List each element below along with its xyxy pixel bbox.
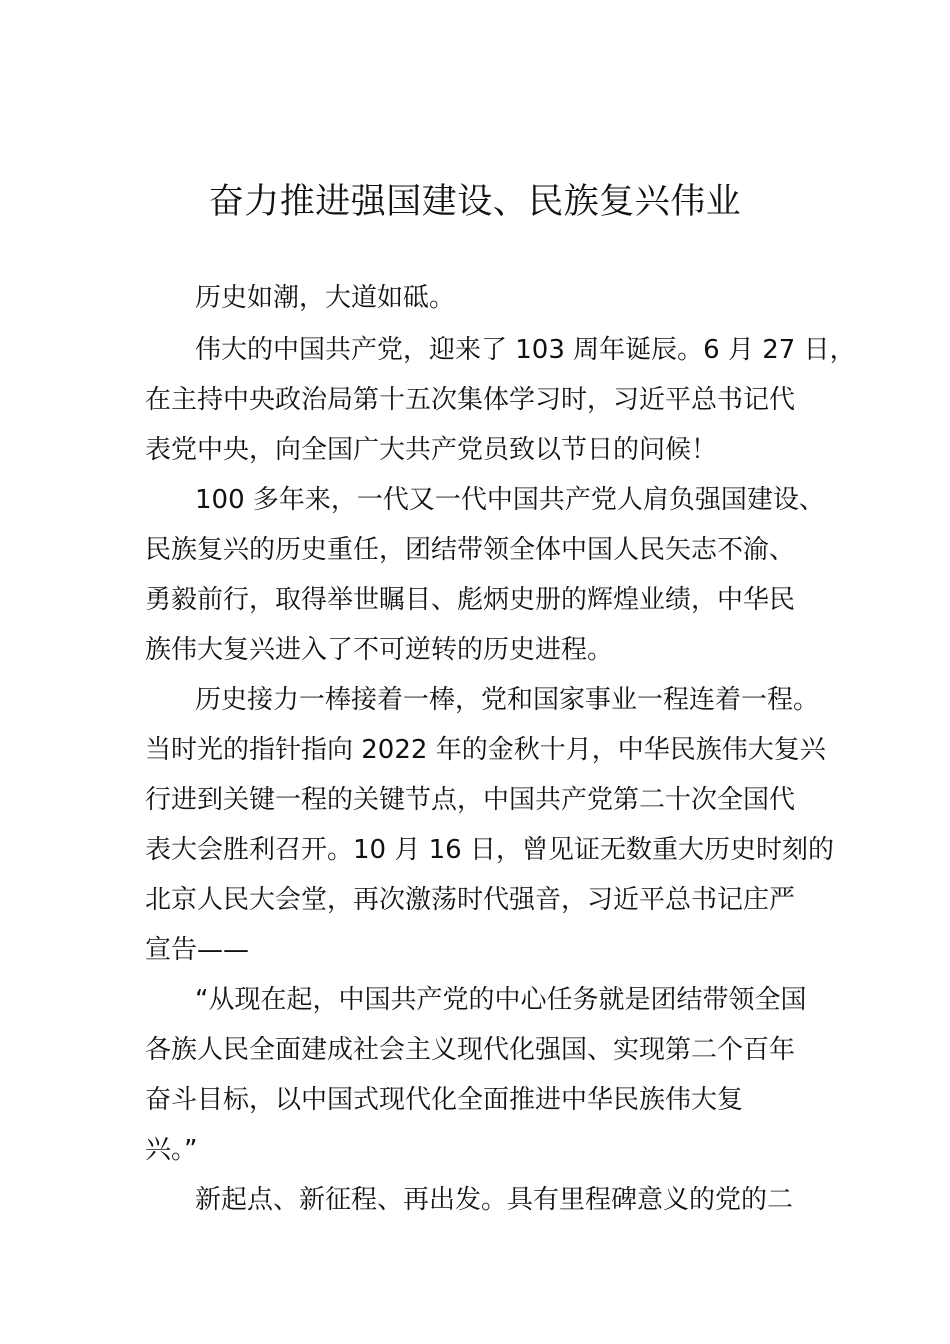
paragraph-2-line-3: 表党中央，向全国广大共产党员致以节日的问候！ bbox=[145, 435, 718, 465]
paragraph-5-line-2: 各族人民全面建成社会主义现代化强国、实现第二个百年 bbox=[145, 1035, 796, 1065]
paragraph-4-line-3: 行进到关键一程的关键节点，中国共产党第二十次全国代 bbox=[145, 785, 796, 815]
paragraph-4-line-5: 北京人民大会堂，再次激荡时代强音，习近平总书记庄严 bbox=[145, 885, 796, 915]
paragraph-1-line-1: 历史如潮，大道如砥。 bbox=[195, 283, 456, 313]
paragraph-5-line-1: “从现在起，中国共产党的中心任务就是团结带领全国 bbox=[195, 985, 807, 1015]
paragraph-5-line-4: 兴。” bbox=[145, 1135, 198, 1165]
paragraph-6-line-1: 新起点、新征程、再出发。具有里程碑意义的党的二 bbox=[195, 1185, 794, 1215]
paragraph-4-line-1: 历史接力一棒接着一棒，党和国家事业一程连着一程。 bbox=[195, 685, 820, 715]
paragraph-3-line-4: 族伟大复兴进入了不可逆转的历史进程。 bbox=[145, 635, 614, 665]
paragraph-5-line-3: 奋斗目标，以中国式现代化全面推进中华民族伟大复 bbox=[145, 1085, 744, 1115]
paragraph-3-line-1: 100 多年来，一代又一代中国共产党人肩负强国建设、 bbox=[195, 485, 825, 515]
paragraph-2-line-2: 在主持中央政治局第十五次集体学习时，习近平总书记代 bbox=[145, 385, 796, 415]
paragraph-4-line-6: 宣告—— bbox=[145, 935, 250, 965]
paragraph-2-line-1: 伟大的中国共产党，迎来了 103 周年诞辰。6 月 27 日， bbox=[195, 335, 856, 365]
document-title: 奋力推进强国建设、民族复兴伟业 bbox=[208, 182, 742, 222]
paragraph-3-line-3: 勇毅前行，取得举世瞩目、彪炳史册的辉煌业绩，中华民 bbox=[145, 585, 796, 615]
paragraph-3-line-2: 民族复兴的历史重任，团结带领全体中国人民矢志不渝、 bbox=[145, 535, 796, 565]
paragraph-4-line-4: 表大会胜利召开。10 月 16 日，曾见证无数重大历史时刻的 bbox=[145, 835, 834, 865]
paragraph-4-line-2: 当时光的指针指向 2022 年的金秋十月，中华民族伟大复兴 bbox=[145, 735, 826, 765]
